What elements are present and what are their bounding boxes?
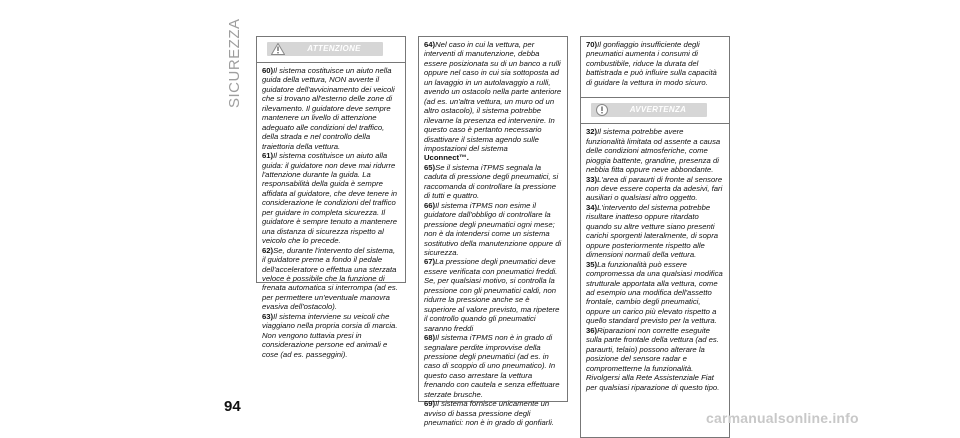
list-item (262, 246, 400, 312)
warning-column-1 (256, 36, 406, 359)
list-item (586, 175, 724, 203)
item-number: 67) (424, 257, 436, 267)
item-number: 65) (424, 162, 436, 172)
list-item (586, 326, 724, 392)
item-text: Il sistema iTPMS non esime il guidatore dall'obbligo di controllare la pressione degli pneumatici ogni mese; non è da intendersi come un sistema sostitutivo della manutenzione oppure di sicurezza. (424, 200, 562, 257)
item-number: 32) (586, 127, 598, 137)
list-item (424, 153, 562, 162)
item-text: Il sistema costituisce un aiuto alla guida: il guidatore non deve mai ridurre l'attenzione durante la guida. La responsabilità della guida è sempre affidata al guidatore, che deve tenere in considerazione le condizioni del traffico per guidare in completa sicurezza. Il guidatore è sempre tenuto a mantenere una distanza di sicurezza rispetto al veicolo che lo precede. (262, 151, 398, 246)
item-text: Riparazioni non corrette eseguite sulla parte frontale della vettura (ad es. paraurti, telaio) possono alterare la posizione del sensore radar e comprometterne la funzionalità. Rivolgersi alla Rete Assistenziale Fiat per qualsiasi riparazione di questo tipo. (586, 325, 720, 392)
warning-list (257, 63, 405, 363)
item-text: L'area di paraurti di fronte al sensore non deve essere coperta da adesivi, fari ausiliari o qualsiasi altro oggetto. (586, 174, 723, 203)
item-text: Se il sistema iTPMS segnala la caduta di pressione degli pneumatici, si raccomanda di controllare la pressione di tutti e quattro. (424, 162, 559, 201)
item-number: 35) (586, 259, 598, 269)
item-number: 60) (262, 66, 274, 75)
list-item (424, 201, 562, 258)
item-number: 70) (586, 40, 598, 49)
list-item (424, 257, 562, 333)
list-item (586, 127, 724, 174)
warning-column-2 (418, 36, 568, 428)
notice-icon (595, 104, 609, 116)
item-text: La funzionalità può essere compromessa da una qualsiasi modifica strutturale apportata alla vettura, come ad esempio una modifica dell'assetto frontale, cambio degli pneumatici, oppure un carico più elevato rispetto a quello standard previsto per la vettura. (586, 259, 723, 326)
notice-list (581, 124, 729, 396)
banner-label: ATTENZIONE (307, 44, 361, 53)
list-item (262, 312, 400, 359)
warning-column-3 (580, 36, 730, 438)
list-item (262, 151, 400, 246)
item-number: 64) (424, 40, 436, 49)
item-number: 69) (424, 399, 436, 409)
item-number: 66) (424, 200, 436, 210)
warning-list (581, 37, 729, 91)
section-title: SICUREZZA (226, 18, 243, 108)
item-text: Il sistema iTPMS non è in grado di segnalare perdite improvvise della pressione degli pneumatici (ad es. in caso di scoppio di uno pneumatico). In questo caso arrestare la vettura frenando con cautela e senza effettuare sterzate brusche. (424, 333, 560, 399)
watermark: carmanualsonline.info (706, 410, 859, 426)
warning-list (419, 37, 567, 432)
attention-banner (257, 37, 405, 63)
item-text: Il sistema interviene su veicoli che viaggiano nella propria corsia di marcia. Non vengono tuttavia presi in considerazione persone ed animali e cose (ad es. passeggini). (262, 311, 398, 359)
item-number: 33) (586, 174, 598, 184)
item-text: Se, durante l'intervento del sistema, il guidatore preme a fondo il pedale dell'acceleratore o effettua una sterzata veloce è possibile che la funzione di frenata automatica si interrompa (ad es. per permettere un'eventuale manovra evasiva dell'ostacolo). (262, 245, 398, 312)
item-text: Il sistema fornisce unicamente un avviso di bassa pressione degli pneumatici: non è in grado di gonfiarli. (424, 399, 554, 428)
warning-triangle-icon (271, 43, 285, 55)
item-number: 62) (262, 245, 274, 255)
list-item (586, 260, 724, 326)
item-number: 68) (424, 333, 436, 343)
item-text: La pressione degli pneumatici deve essere verificata con pneumatici freddi. Se, per qualsiasi motivo, si controlla la pressione con gli pneumatici caldi, non ridurre la pressione anche se è superiore al valore previsto, ma ripetere il controllo quando gli pneumatici saranno freddi (424, 257, 560, 333)
item-text: Il sistema potrebbe avere funzionalità limitata od assente a causa delle condizioni atmosferiche, come pioggia battente, grandine, presenza di nebbia fitta oppure neve abbondante. (586, 127, 721, 175)
list-item (424, 399, 562, 427)
list-item (586, 40, 724, 87)
banner-label: AVVERTENZA (629, 105, 687, 115)
list-item (424, 40, 562, 153)
item-number: 63) (262, 311, 274, 321)
notice-banner (581, 98, 729, 124)
list-item (424, 163, 562, 201)
item-text: Il sistema costituisce un aiuto nella guida della vettura, NON avverte il guidatore dell'avvicinamento dei veicoli che si trovano all'esterno delle zone di rilevamento. Il guidatore deve sempre mantenere un livello di attenzione adeguato alle condizioni del traffico, della strada e nel controllo della traiettoria della vettura. (262, 66, 395, 151)
item-text: Nel caso in cui la vettura, per interventi di manutenzione, debba essere posizionata su di un banco a rulli oppure nel caso in cui sia sottoposta ad un lavaggio in un autolavaggio a rulli, avendo un ostacolo nella parte anteriore (ad es. un'altra vettura, un muro od un altro ostacolo), il sistema potrebbe rilevarne la presenza ed intervenire. In questo caso è pertanto necessario disattivare il sistema agendo sulle impostazioni del sistema (424, 40, 562, 153)
item-number: 61) (262, 151, 274, 161)
item-text: L'intervento del sistema potrebbe risultare inatteso oppure ritardato quando su altre vetture siano presenti carichi sporgenti lateralmente, di sopra oppure posteriormente rispetto alle dimensioni normali della vettura. (586, 202, 719, 260)
list-item (424, 333, 562, 399)
item-text: Il gonfiaggio insufficiente degli pneumatici aumenta i consumi di combustibile, riduce la durata del battistrada e può influire sulla capacità di guidare la vettura in modo sicuro. (586, 40, 717, 87)
list-item (586, 203, 724, 260)
list-item (262, 66, 400, 151)
item-number: 36) (586, 325, 598, 335)
item-number: 34) (586, 202, 598, 212)
item-text: Uconnect™. (424, 153, 469, 163)
page-number: 94 (224, 398, 241, 415)
